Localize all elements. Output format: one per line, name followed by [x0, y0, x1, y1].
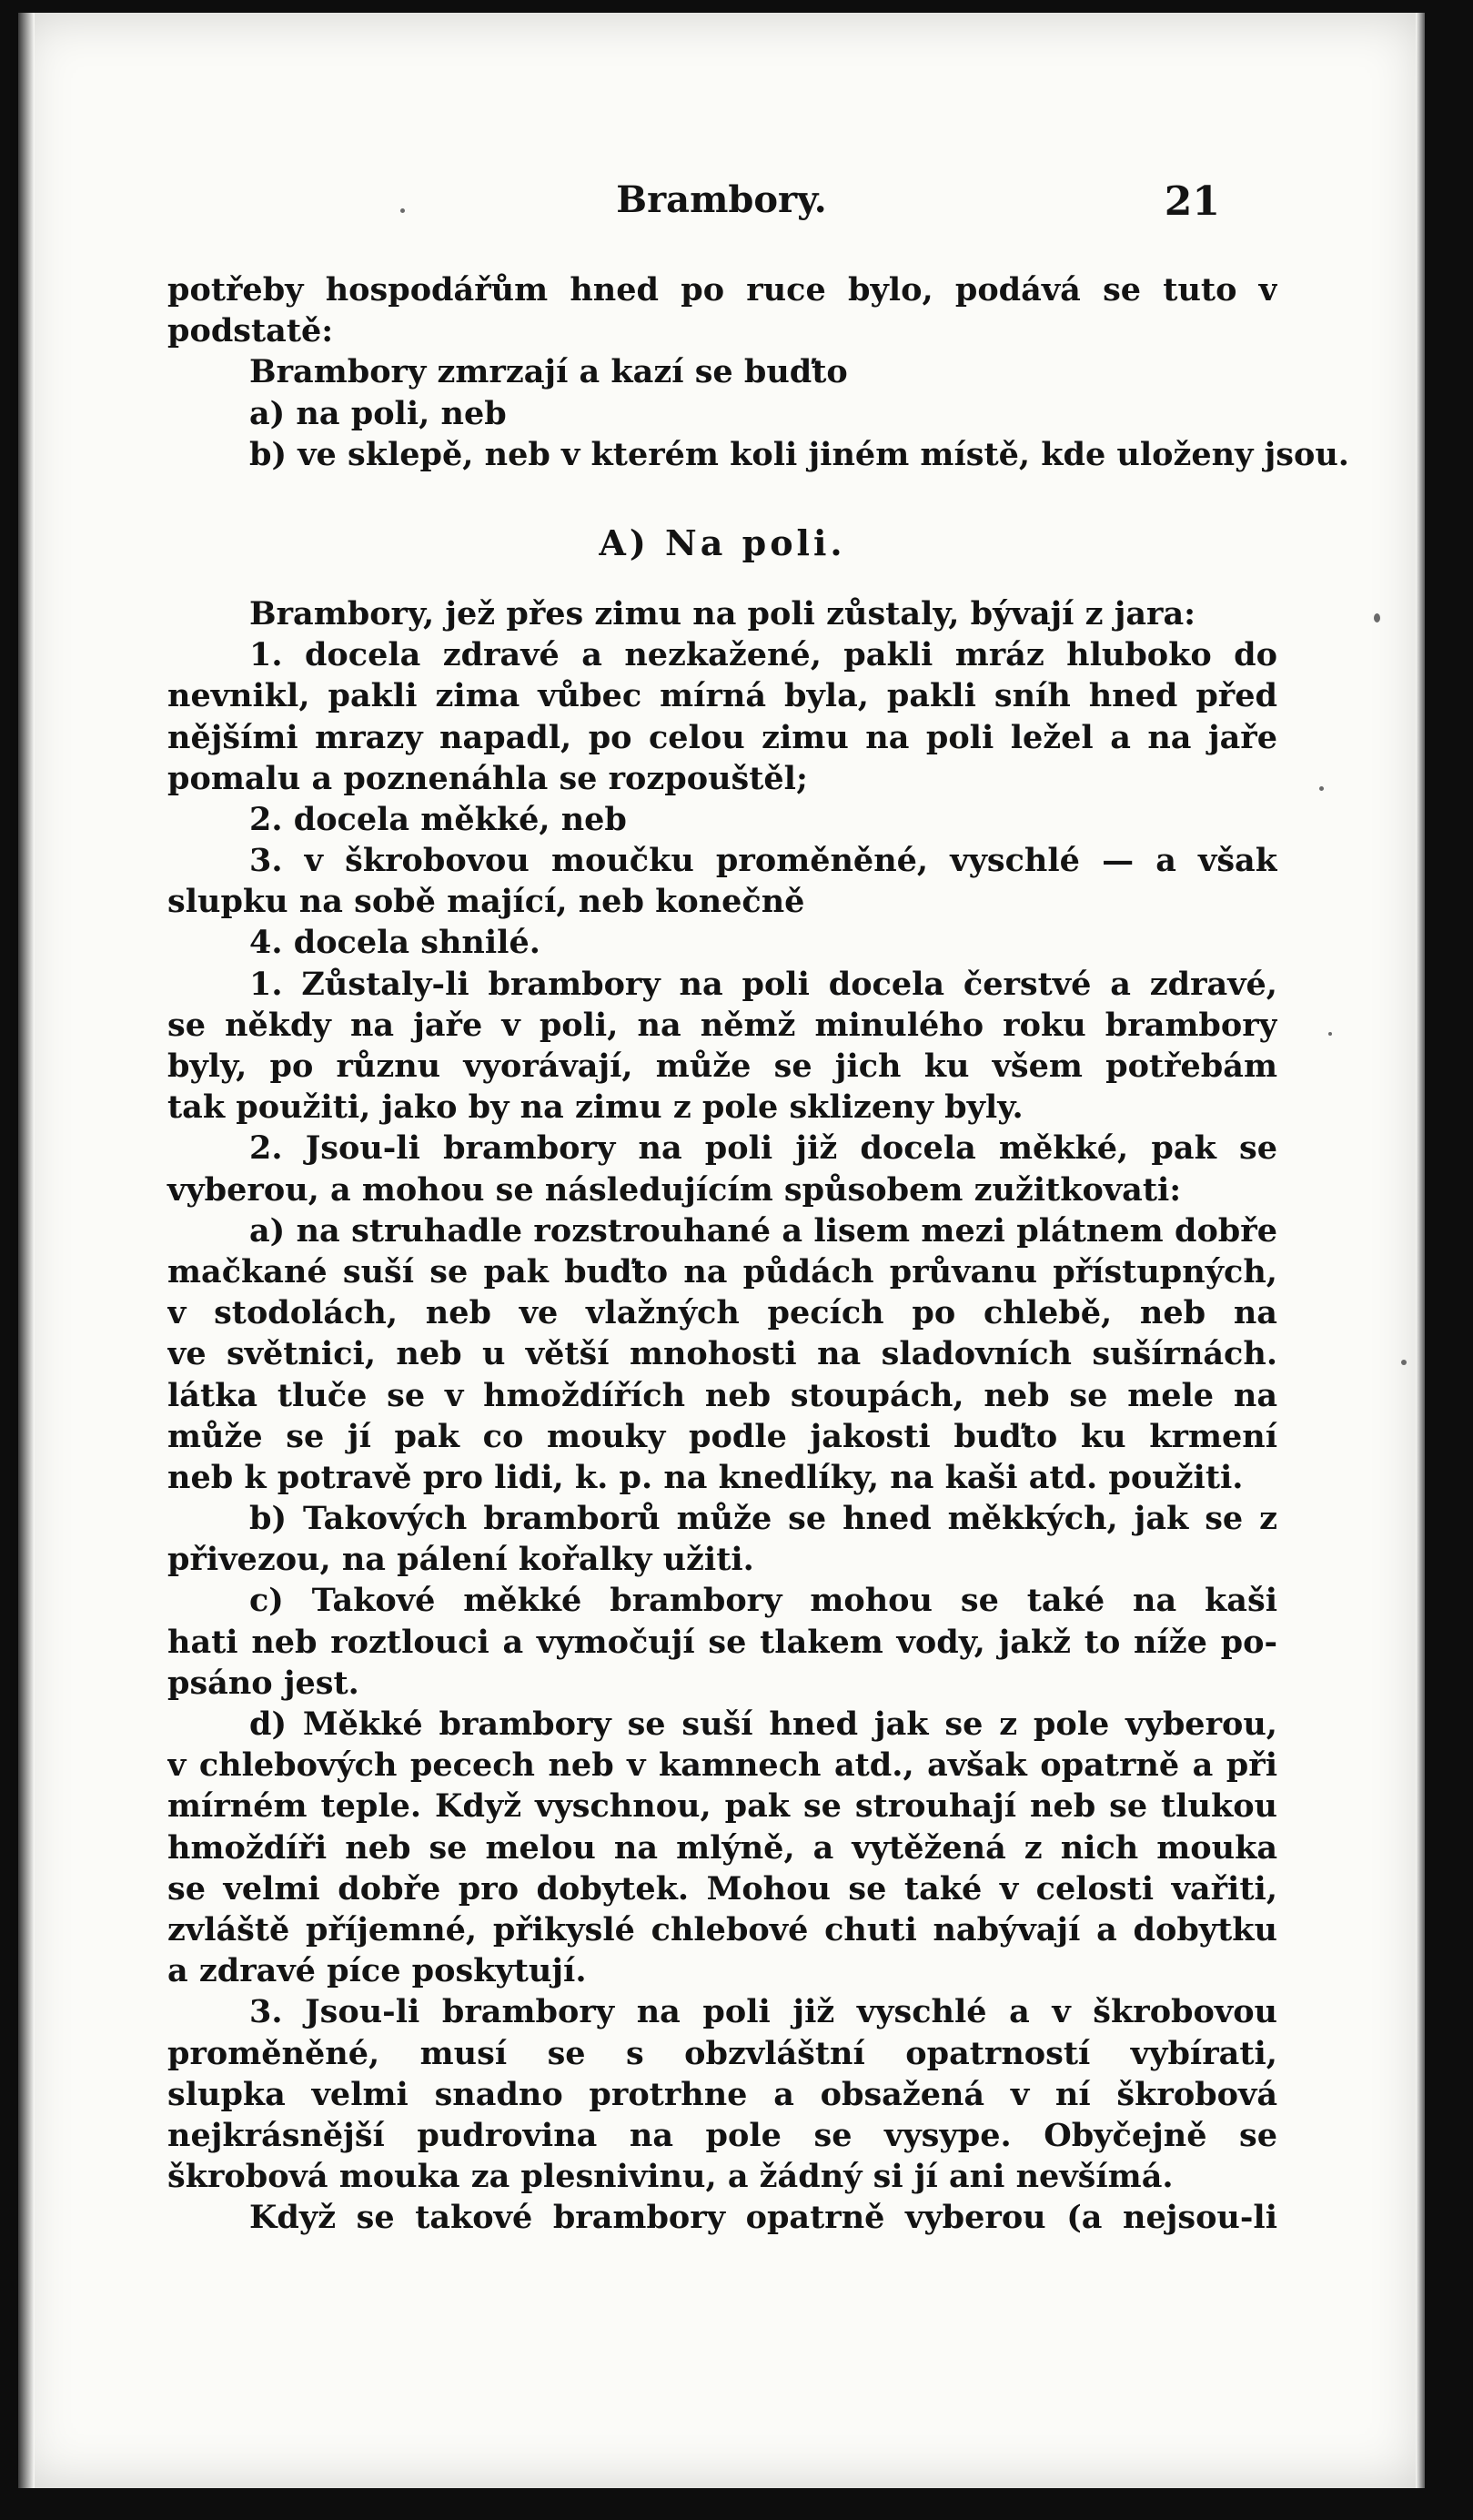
- text-line: tak použiti, jako by na zimu z pole sklizeny byly.: [167, 1088, 1024, 1127]
- ink-speck: [400, 208, 405, 213]
- text-line: nejkrásnější pudrovina na pole se vysype. Obyčejně se: [167, 2116, 1277, 2154]
- section-heading: A) Na poli.: [599, 521, 846, 563]
- book-page: [18, 13, 1425, 2488]
- text-line: neb k potravě pro lidi, k. p. na knedlíky, na kaši atd. použiti.: [167, 1458, 1244, 1496]
- text-line: Brambory zmrzají a kazí se buďto: [249, 353, 848, 391]
- text-line: škrobová mouka za plesnivinu, a žádný si jí ani nevšímá.: [167, 2158, 1174, 2196]
- running-title: Brambory.: [616, 178, 827, 221]
- text-line: přivezou, na pálení kořalky užiti.: [167, 1541, 754, 1579]
- text-line: se někdy na jaře v poli, na němž minulého roku brambory: [167, 1006, 1277, 1044]
- page-number: 21: [1164, 178, 1220, 225]
- text-line: hmoždíři neb se melou na mlýně, a vytěžená z nich mouka: [167, 1828, 1277, 1867]
- text-line: d) Měkké brambory se suší hned jak se z pole vyberou,: [249, 1705, 1277, 1743]
- text-line: psáno jest.: [167, 1664, 359, 1702]
- text-line: pomalu a poznenáhla se rozpouštěl;: [167, 759, 808, 797]
- text-line: může se jí pak co mouky podle jakosti buďto ku krmení: [167, 1417, 1277, 1455]
- text-line: 2. Jsou-li brambory na poli již docela měkké, pak se: [249, 1129, 1277, 1168]
- list-item-a: a) na poli, neb: [249, 394, 507, 432]
- text-line: ve světnici, neb u větší mnohosti na sladovních sušírnách.: [167, 1335, 1277, 1373]
- text-line: vyberou, a mohou se následujícím spůsobem zužitkovati:: [167, 1170, 1182, 1209]
- text-line: 3. v škrobovou moučku proměněné, vyschlé — a však: [249, 842, 1277, 880]
- text-line: slupku na sobě mající, neb konečně: [167, 883, 805, 921]
- text-line: nevnikl, pakli zima vůbec mírná byla, pakli sníh hned před: [167, 677, 1277, 715]
- page-header: [18, 178, 1425, 233]
- text-line: c) Takové měkké brambory mohou se také na kaši: [249, 1582, 1277, 1620]
- text-line: 1. docela zdravé a nezkažené, pakli mráz hluboko do: [249, 636, 1277, 674]
- text-line: 4. docela shnilé.: [249, 924, 540, 962]
- text-line: slupka velmi snadno protrhne a obsažená v ní škrobová: [167, 2075, 1277, 2113]
- text-line: látka tluče se v hmoždířích neb stoupách, neb se mele na: [167, 1376, 1277, 1414]
- text-line: Brambory, jež přes zimu na poli zůstaly, bývají z jara:: [249, 594, 1196, 633]
- text-line: 2. docela měkké, neb: [249, 800, 627, 838]
- text-line: v stodolách, neb ve vlažných pecích po chlebě, neb na: [167, 1294, 1277, 1332]
- page-edge-shadow-left: [18, 13, 35, 2488]
- ink-speck: [1319, 786, 1324, 791]
- text-line: v chlebových pecech neb v kamnech atd., avšak opatrně a při: [167, 1746, 1277, 1785]
- ink-speck: [1401, 1360, 1407, 1365]
- list-item-b: b) ve sklepě, neb v kterém koli jiném místě, kde uloženy jsou.: [249, 435, 1349, 473]
- text-line: byly, po různu vyorávají, může se jich ku všem potřebám: [167, 1047, 1277, 1085]
- text-line: 1. Zůstaly-li brambory na poli docela čerstvé a zdravé,: [249, 965, 1277, 1003]
- ink-speck: [1328, 1032, 1332, 1036]
- text-line: potřeby hospodářům hned po ruce bylo, podává se tuto v: [167, 271, 1277, 309]
- text-line: a zdravé píce poskytují.: [167, 1952, 587, 1990]
- text-block: [167, 269, 1349, 2238]
- text-line: 3. Jsou-li brambory na poli již vyschlé a v škrobovou: [249, 1993, 1277, 2031]
- text-line: proměněné, musí se s obzvláštní opatrností vybírati,: [167, 2034, 1277, 2072]
- ink-speck: [1374, 613, 1380, 622]
- text-line: b) Takových bramborů může se hned měkkých, jak se z: [249, 1500, 1277, 1538]
- page-edge-shadow-right: [1416, 13, 1425, 2488]
- text-line: podstatě:: [167, 312, 334, 350]
- text-line: nějšími mrazy napadl, po celou zimu na poli ležel a na jaře: [167, 718, 1277, 756]
- text-line: se velmi dobře pro dobytek. Mohou se také v celosti vařiti,: [167, 1869, 1277, 1908]
- text-line: zvláště příjemné, přikyslé chlebové chuti nabývají a dobytku: [167, 1910, 1277, 1948]
- text-line: Když se takové brambory opatrně vyberou (a nejsou-li: [249, 2199, 1277, 2237]
- text-line: a) na struhadle rozstrouhané a lisem mezi plátnem dobře: [249, 1211, 1277, 1250]
- text-line: mírném teple. Když vyschnou, pak se strouhají neb se tlukou: [167, 1787, 1277, 1826]
- text-line: mačkané suší se pak buďto na půdách průvanu přístupných,: [167, 1252, 1277, 1290]
- text-line: hati neb roztlouci a vymočují se tlakem vody, jakž to níže po-: [167, 1623, 1277, 1661]
